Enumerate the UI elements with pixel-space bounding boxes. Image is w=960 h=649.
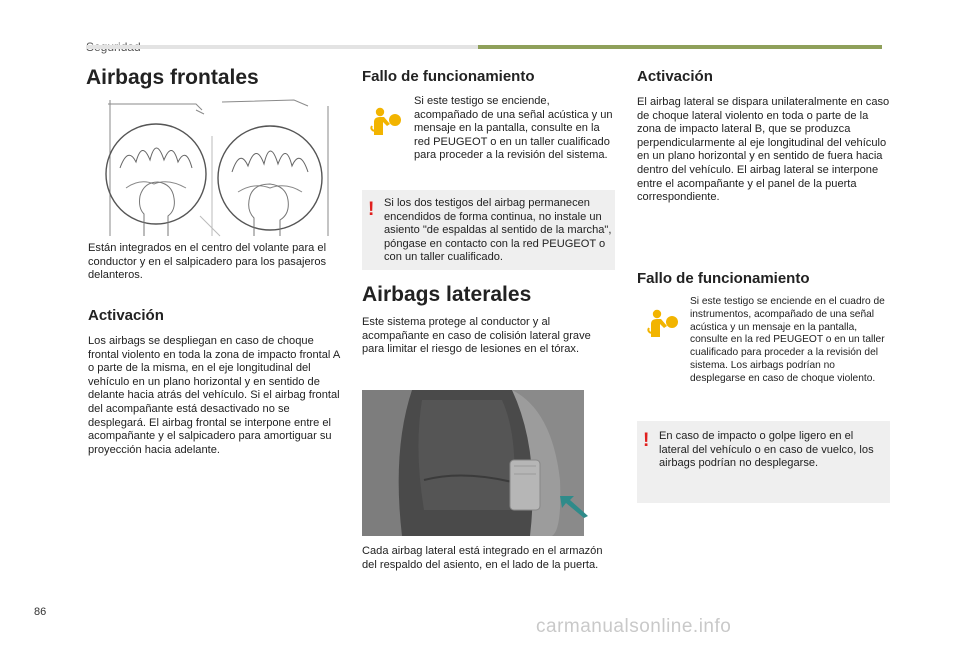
activation-text-frontal: Los airbags se despliegan en caso de choque frontal violento en toda la zona de impacto frontal A o parte de la misma, en el eje longitudinal del vehículo en un plano horizontal y en sentido de delante hacia atrás del vehículo. Si el airbag frontal del acompañante está desactivado no se desplegará. El airbag frontal se interpone entre el acompañante y el salpicadero para amortiguar su proyección hacia adelante.	[88, 335, 340, 456]
airbag-warning-icon-side	[645, 308, 681, 338]
exclamation-icon: !	[368, 199, 375, 220]
airbag-warning-icon	[368, 106, 404, 136]
malfunction-text-side: Si este testigo se enciende en el cuadro de instrumentos, acompañado de una señal acústica y un mensaje en la pantalla, consulte en la red PEUGEOT o en un taller cualificado para proceder a la revisión del sistema. Los airbags podrían no desplegarse en caso de choque violento.	[690, 296, 885, 384]
frontal-airbags-figure	[88, 96, 340, 238]
malfunction-heading-frontal: Fallo de funcionamiento	[362, 68, 535, 85]
header-divider	[86, 45, 478, 49]
header-accent-bar	[478, 45, 882, 49]
page-number: 86	[34, 606, 47, 618]
side-airbag-seat-photo	[362, 390, 584, 536]
seat-illustration	[362, 390, 584, 536]
arrow-icon	[558, 490, 594, 518]
activation-heading-side: Activación	[637, 68, 713, 85]
side-airbags-title: Airbags laterales	[362, 283, 532, 306]
activation-text-side: El airbag lateral se dispara unilateralmente en caso de choque lateral violento en toda o parte de la zona de impacto lateral B, que se produzca perpendicularmente al eje longitudinal del vehículo en un plano horizontal y en sentido de fuera hacia dentro del vehículo. El airbag lateral se interpone entre el acompañante y el panel de la puerta correspondiente.	[637, 96, 890, 204]
warning-box-frontal-text: Si los dos testigos del airbag permanecen encendidos de forma continua, no instale un asiento "de espaldas al sentido de la marcha", póngase en contacto con la red PEUGEOT o con un taller cualificado.	[384, 197, 612, 264]
frontal-figure-caption: Están integrados en el centro del volante para el conductor y en el salpicadero para los pasajeros delanteros.	[88, 242, 327, 282]
seat-caption: Cada airbag lateral está integrado en el armazón del respaldo del asiento, en el lado de la puerta.	[362, 545, 603, 571]
malfunction-text-frontal: Si este testigo se enciende, acompañado de una señal acústica y un mensaje en la pantalla, consulte en la red PEUGEOT o en un taller cualificado para proceder a la revisión del sistema.	[414, 95, 613, 162]
frontal-airbags-title: Airbags frontales	[86, 66, 259, 89]
watermark: carmanualsonline.info	[536, 616, 732, 637]
frontal-airbags-illustration	[88, 96, 340, 238]
warning-box-side	[637, 421, 890, 503]
side-airbags-intro: Este sistema protege al conductor y al acompañante en caso de colisión lateral grave para limitar el riesgo de lesiones en el tórax.	[362, 316, 591, 356]
warning-box-frontal	[362, 190, 615, 270]
malfunction-heading-side: Fallo de funcionamiento	[637, 270, 810, 287]
warning-box-side-text: En caso de impacto o golpe ligero en el lateral del vehículo o en caso de vuelco, los airbags podrían no desplegarse.	[659, 430, 874, 470]
activation-heading-frontal: Activación	[88, 307, 164, 324]
exclamation-icon: !	[643, 430, 650, 451]
